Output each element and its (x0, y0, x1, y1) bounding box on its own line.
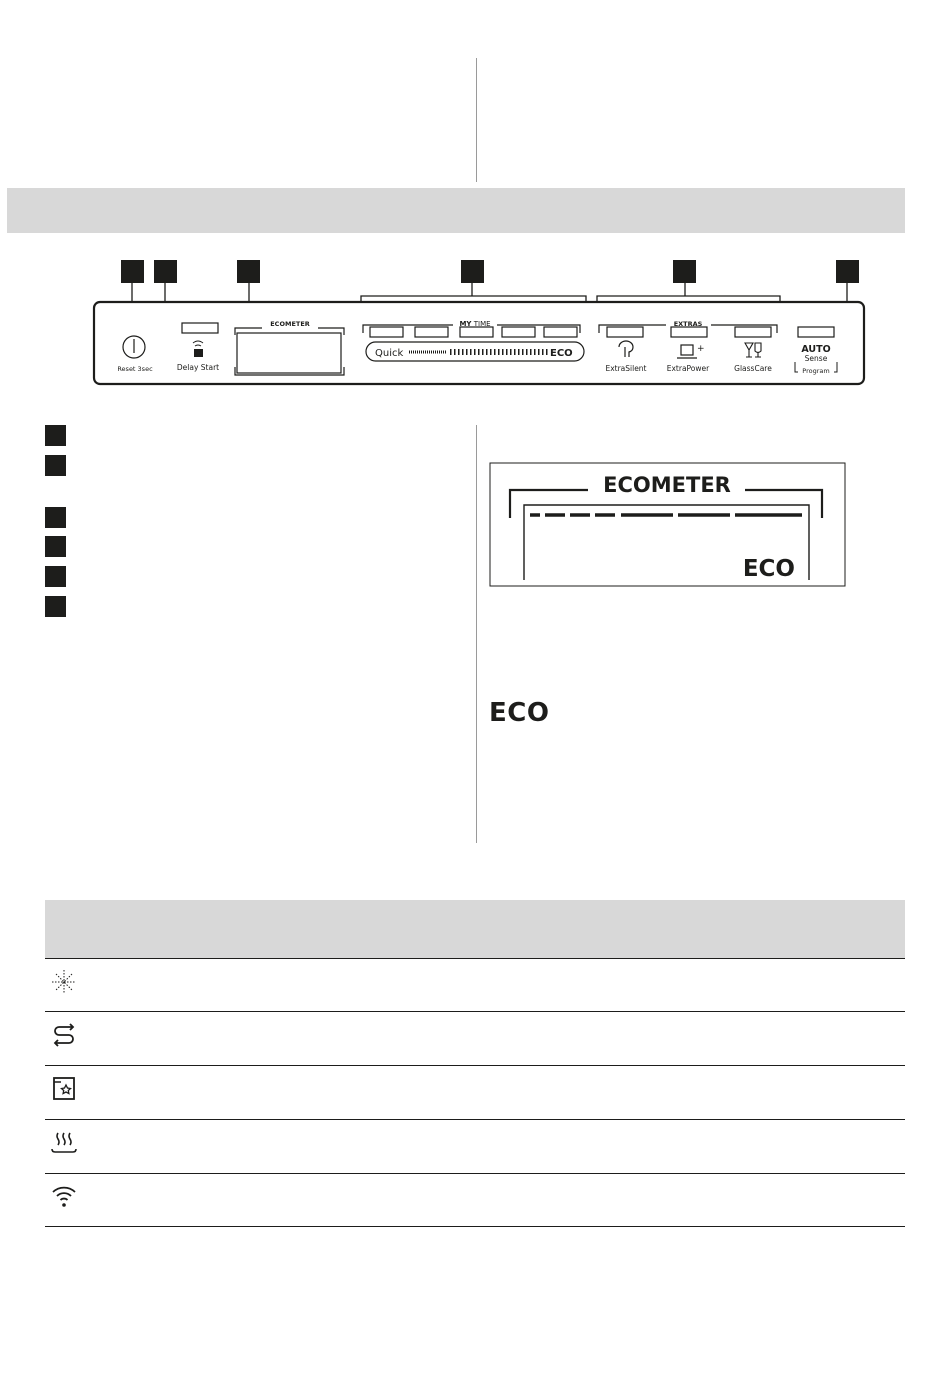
sense-label: Sense (804, 354, 828, 363)
table-rule-0 (45, 958, 905, 959)
list-marker-2 (45, 455, 66, 476)
table-header (45, 900, 905, 958)
mytime-eco-label: ECO (550, 348, 573, 359)
ecometer-figure (489, 462, 847, 588)
callout-6 (836, 260, 859, 283)
control-panel-illustration (85, 255, 875, 395)
extras-label: EXTRAS (673, 320, 703, 328)
ecometer-title: ECOMETER (603, 473, 731, 497)
extrasilent-label: ExtraSilent (605, 364, 647, 373)
table-rule-5 (45, 1226, 905, 1227)
auto-label: AUTO (801, 344, 831, 355)
program-label: Program (802, 367, 830, 375)
panel-ecometer-label: ECOMETER (270, 320, 310, 328)
list-marker-6 (45, 596, 66, 617)
wifi-icon (46, 1179, 82, 1215)
callout-1 (121, 260, 144, 283)
extrapower-label: ExtraPower (666, 364, 710, 373)
quick-label: Quick (375, 348, 404, 359)
callout-2 (154, 260, 177, 283)
drying-icon (46, 1125, 82, 1161)
table-rule-2 (45, 1065, 905, 1066)
callout-3 (237, 260, 260, 283)
machine-care-icon (46, 1071, 82, 1107)
rinse-cycle-icon (46, 1017, 82, 1053)
list-marker-4 (45, 536, 66, 557)
svg-text:+: + (697, 344, 705, 354)
table-rule-1 (45, 1011, 905, 1012)
table-rule-4 (45, 1173, 905, 1174)
column-divider-middle (476, 425, 477, 843)
section-heading-band (7, 188, 905, 233)
reset-label: Reset 3sec (117, 365, 153, 373)
sparkle-icon (46, 964, 82, 1000)
list-marker-1 (45, 425, 66, 446)
column-divider-top (476, 58, 477, 182)
list-marker-5 (45, 566, 66, 587)
delay-start-label: Delay Start (176, 363, 220, 372)
eco-symbol: ECO (489, 698, 550, 728)
mytime-label-time: TIME (473, 320, 491, 328)
glasscare-label: GlassCare (734, 364, 772, 373)
ecometer-eco-label: ECO (742, 556, 795, 582)
callout-4 (461, 260, 484, 283)
mytime-label-my: MY (459, 320, 472, 328)
callout-5 (673, 260, 696, 283)
list-marker-3 (45, 507, 66, 528)
table-rule-3 (45, 1119, 905, 1120)
